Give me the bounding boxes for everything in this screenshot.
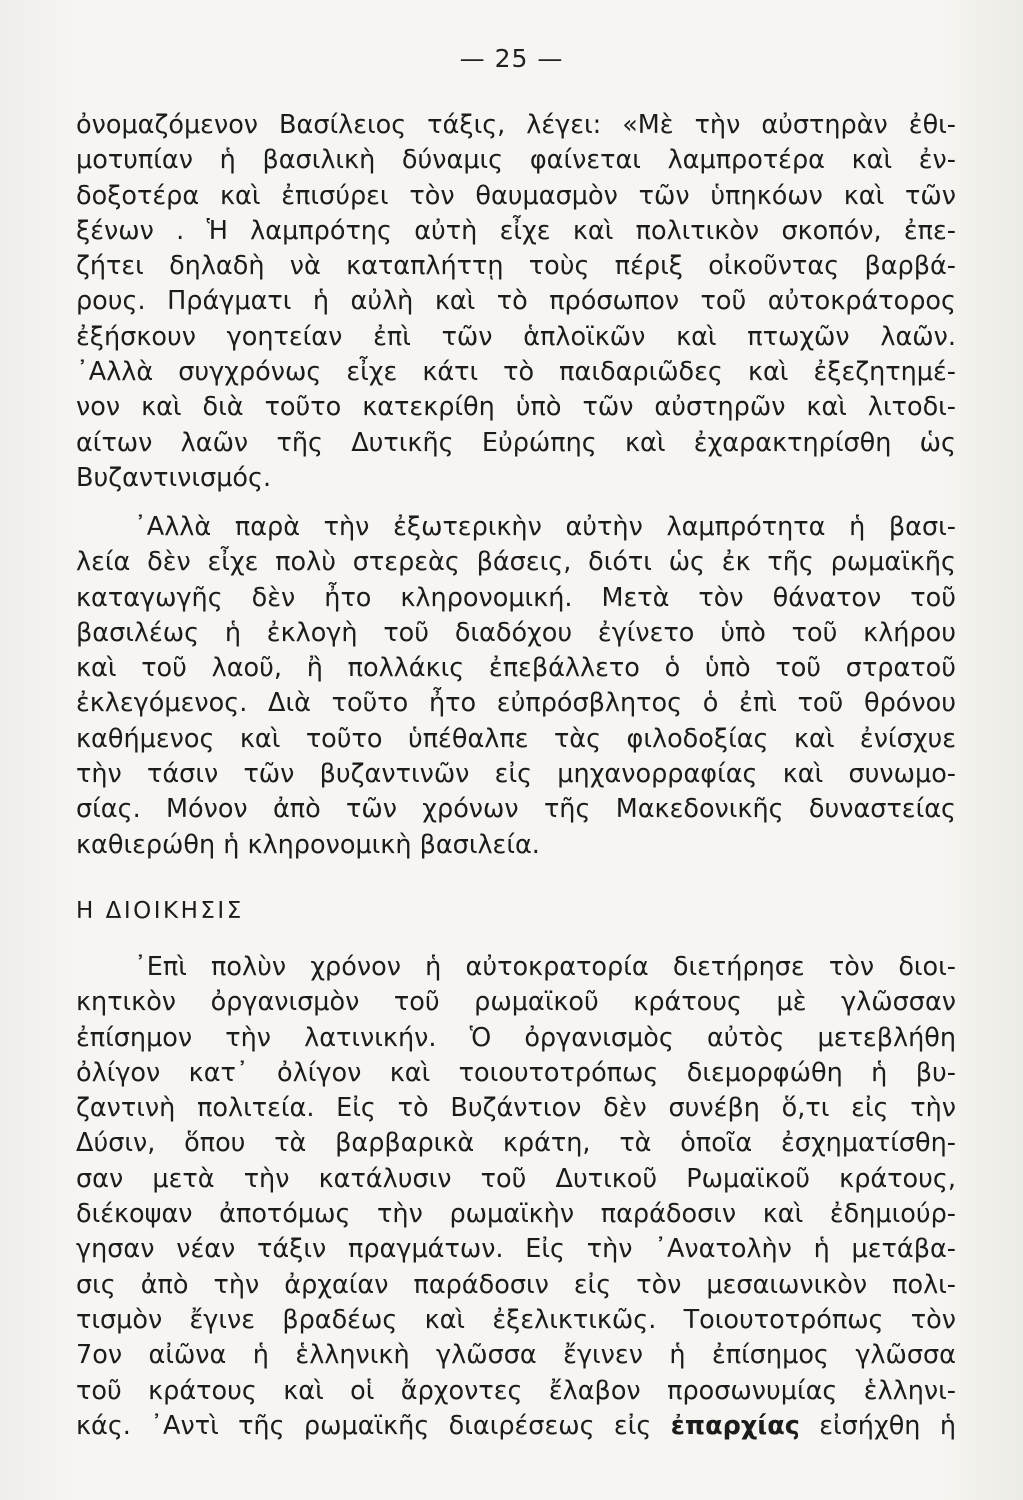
text-line: ἐπίσημον τὴν λατινικήν. Ὁ ὀργανισμὸς αὐτὸς μετεβλήθη (76, 1022, 956, 1053)
text-line: ᾿Αλλὰ συγχρόνως εἶχε κάτι τὸ παιδαριῶδες καὶ ἐξεζητημέ- (76, 357, 956, 388)
text-line: ὀλίγον κατ᾿ ὀλίγον καὶ τοιουτοτρόπως διεμορφώθη ἡ βυ- (76, 1057, 956, 1088)
text-line: ὀνομαζόμενον Βασίλειος τάξις, λέγει: «Μὲ τὴν αὐστηρὰν ἐθι- (76, 110, 956, 140)
text-line: ζήτει δηλαδὴ νὰ καταπλήττῃ τοὺς πέριξ οἰκοῦντας βαρβά- (76, 251, 956, 282)
text-line: ᾿Επὶ πολὺν χρόνον ἡ αὐτοκρατορία διετήρησε τὸν διοι- (134, 952, 956, 982)
text-line: διέκοψαν ἀποτόμως τὴν ρωμαϊκὴν παράδοσιν καὶ ἐδημιούρ- (76, 1199, 956, 1230)
line-start-text: κάς. ᾿Αντὶ τῆς ρωμαϊκῆς διαιρέσεως εἰς (76, 1410, 671, 1441)
text-line: 7ον αἰῶνα ἡ ἑλληνικὴ γλῶσσα ἔγινεν ἡ ἐπίσημος γλῶσσα (76, 1340, 956, 1371)
text-line: τοῦ κράτους καὶ οἱ ἄρχοντες ἔλαβον προσωνυμίας ἑλληνι- (76, 1375, 956, 1406)
page-number: — 25 — (459, 44, 564, 73)
text-line: καταγωγῆς δὲν ἦτο κληρονομική. Μετὰ τὸν θάνατον τοῦ (76, 582, 956, 613)
text-line: ξένων . Ἡ λαμπρότης αὐτὴ εἶχε καὶ πολιτικὸν σκοπόν, ἐπε- (76, 215, 956, 246)
text-line: καθιερώθη ἡ κληρονομικὴ βασιλεία. (76, 829, 540, 860)
text-line: ἐκλεγόμενος. Διὰ τοῦτο ἦτο εὐπρόσβλητος ὁ ἐπὶ τοῦ θρόνου (76, 688, 956, 719)
text-line: λεία δὲν εἶχε πολὺ στερεὰς βάσεις, διότι ὡς ἐκ τῆς ρωμαϊκῆς (76, 547, 956, 578)
text-line: Βυζαντινισμός. (76, 462, 272, 493)
text-line: ᾿Αλλὰ παρὰ τὴν ἐξωτερικὴν αὐτὴν λαμπρότητα ἡ βασι- (134, 512, 956, 542)
text-line: τισμὸν ἔγινε βραδέως καὶ ἐξελικτικῶς. Τοιουτοτρόπως τὸν (76, 1304, 956, 1335)
text-line: αίτων λαῶν τῆς Δυτικῆς Εὐρώπης καὶ ἐχαρακτηρίσθη ὡς (76, 427, 956, 458)
last-text-line (76, 1409, 956, 1444)
text-line: ἐξήσκουν γοητείαν ἐπὶ τῶν ἁπλοϊκῶν καὶ πτωχῶν λαῶν. (76, 321, 956, 352)
paragraph-1 (76, 108, 956, 496)
line-end-text: εἰσήχθη ἡ (799, 1410, 956, 1441)
text-line: καὶ τοῦ λαοῦ, ἢ πολλάκις ἐπεβάλλετο ὁ ὑπὸ τοῦ στρατοῦ (76, 653, 956, 684)
bold-term: ἐπαρχίας (670, 1410, 800, 1441)
paragraph-3 (76, 950, 956, 1444)
text-line: μοτυπίαν ἡ βασιλικὴ δύναμις φαίνεται λαμπροτέρα καὶ ἐν- (76, 145, 956, 176)
text-line: τὴν τάσιν τῶν βυζαντινῶν εἰς μηχανορραφίας καὶ συνωμο- (76, 759, 956, 790)
text-line: δοξοτέρα καὶ ἐπισύρει τὸν θαυμασμὸν τῶν ὑπηκόων καὶ τῶν (76, 180, 956, 211)
text-line: σις ἀπὸ τὴν ἀρχαίαν παράδοσιν εἰς τὸν μεσαιωνικὸν πολι- (76, 1269, 956, 1300)
text-line: γησαν νέαν τάξιν πραγμάτων. Εἰς τὴν ᾿Ανατολὴν ἡ μετάβα- (76, 1234, 956, 1265)
text-line: σίας. Μόνον ἀπὸ τῶν χρόνων τῆς Μακεδονικῆς δυναστείας (76, 794, 956, 825)
text-line: ρους. Πράγματι ἡ αὐλὴ καὶ τὸ πρόσωπον τοῦ αὐτοκράτορος (76, 286, 956, 317)
text-line: κητικὸν ὀργανισμὸν τοῦ ρωμαϊκοῦ κράτους μὲ γλῶσσαν (76, 987, 956, 1018)
text-line: καθήμενος καὶ τοῦτο ὑπέθαλπε τὰς φιλοδοξίας καὶ ἐνίσχυε (76, 723, 956, 754)
text-line: ζαντινὴ πολιτεία. Εἰς τὸ Βυζάντιον δὲν συνέβη ὅ,τι εἰς τὴν (76, 1093, 956, 1124)
paragraph-2 (76, 510, 956, 863)
text-line: Δύσιν, ὅπου τὰ βαρβαρικὰ κράτη, τὰ ὁποῖα ἐσχηματίσθη- (76, 1128, 956, 1159)
text-line: βασιλέως ἡ ἐκλογὴ τοῦ διαδόχου ἐγίνετο ὑπὸ τοῦ κλήρου (76, 617, 956, 648)
text-line: σαν μετὰ τὴν κατάλυσιν τοῦ Δυτικοῦ Ρωμαϊκοῦ κράτους, (76, 1163, 956, 1194)
section-heading: Η ΔΙΟΙΚΗΣΙΣ (76, 898, 244, 924)
text-line: νον καὶ διὰ τοῦτο κατεκρίθη ὑπὸ τῶν αὐστηρῶν καὶ λιτοδι- (76, 392, 956, 423)
